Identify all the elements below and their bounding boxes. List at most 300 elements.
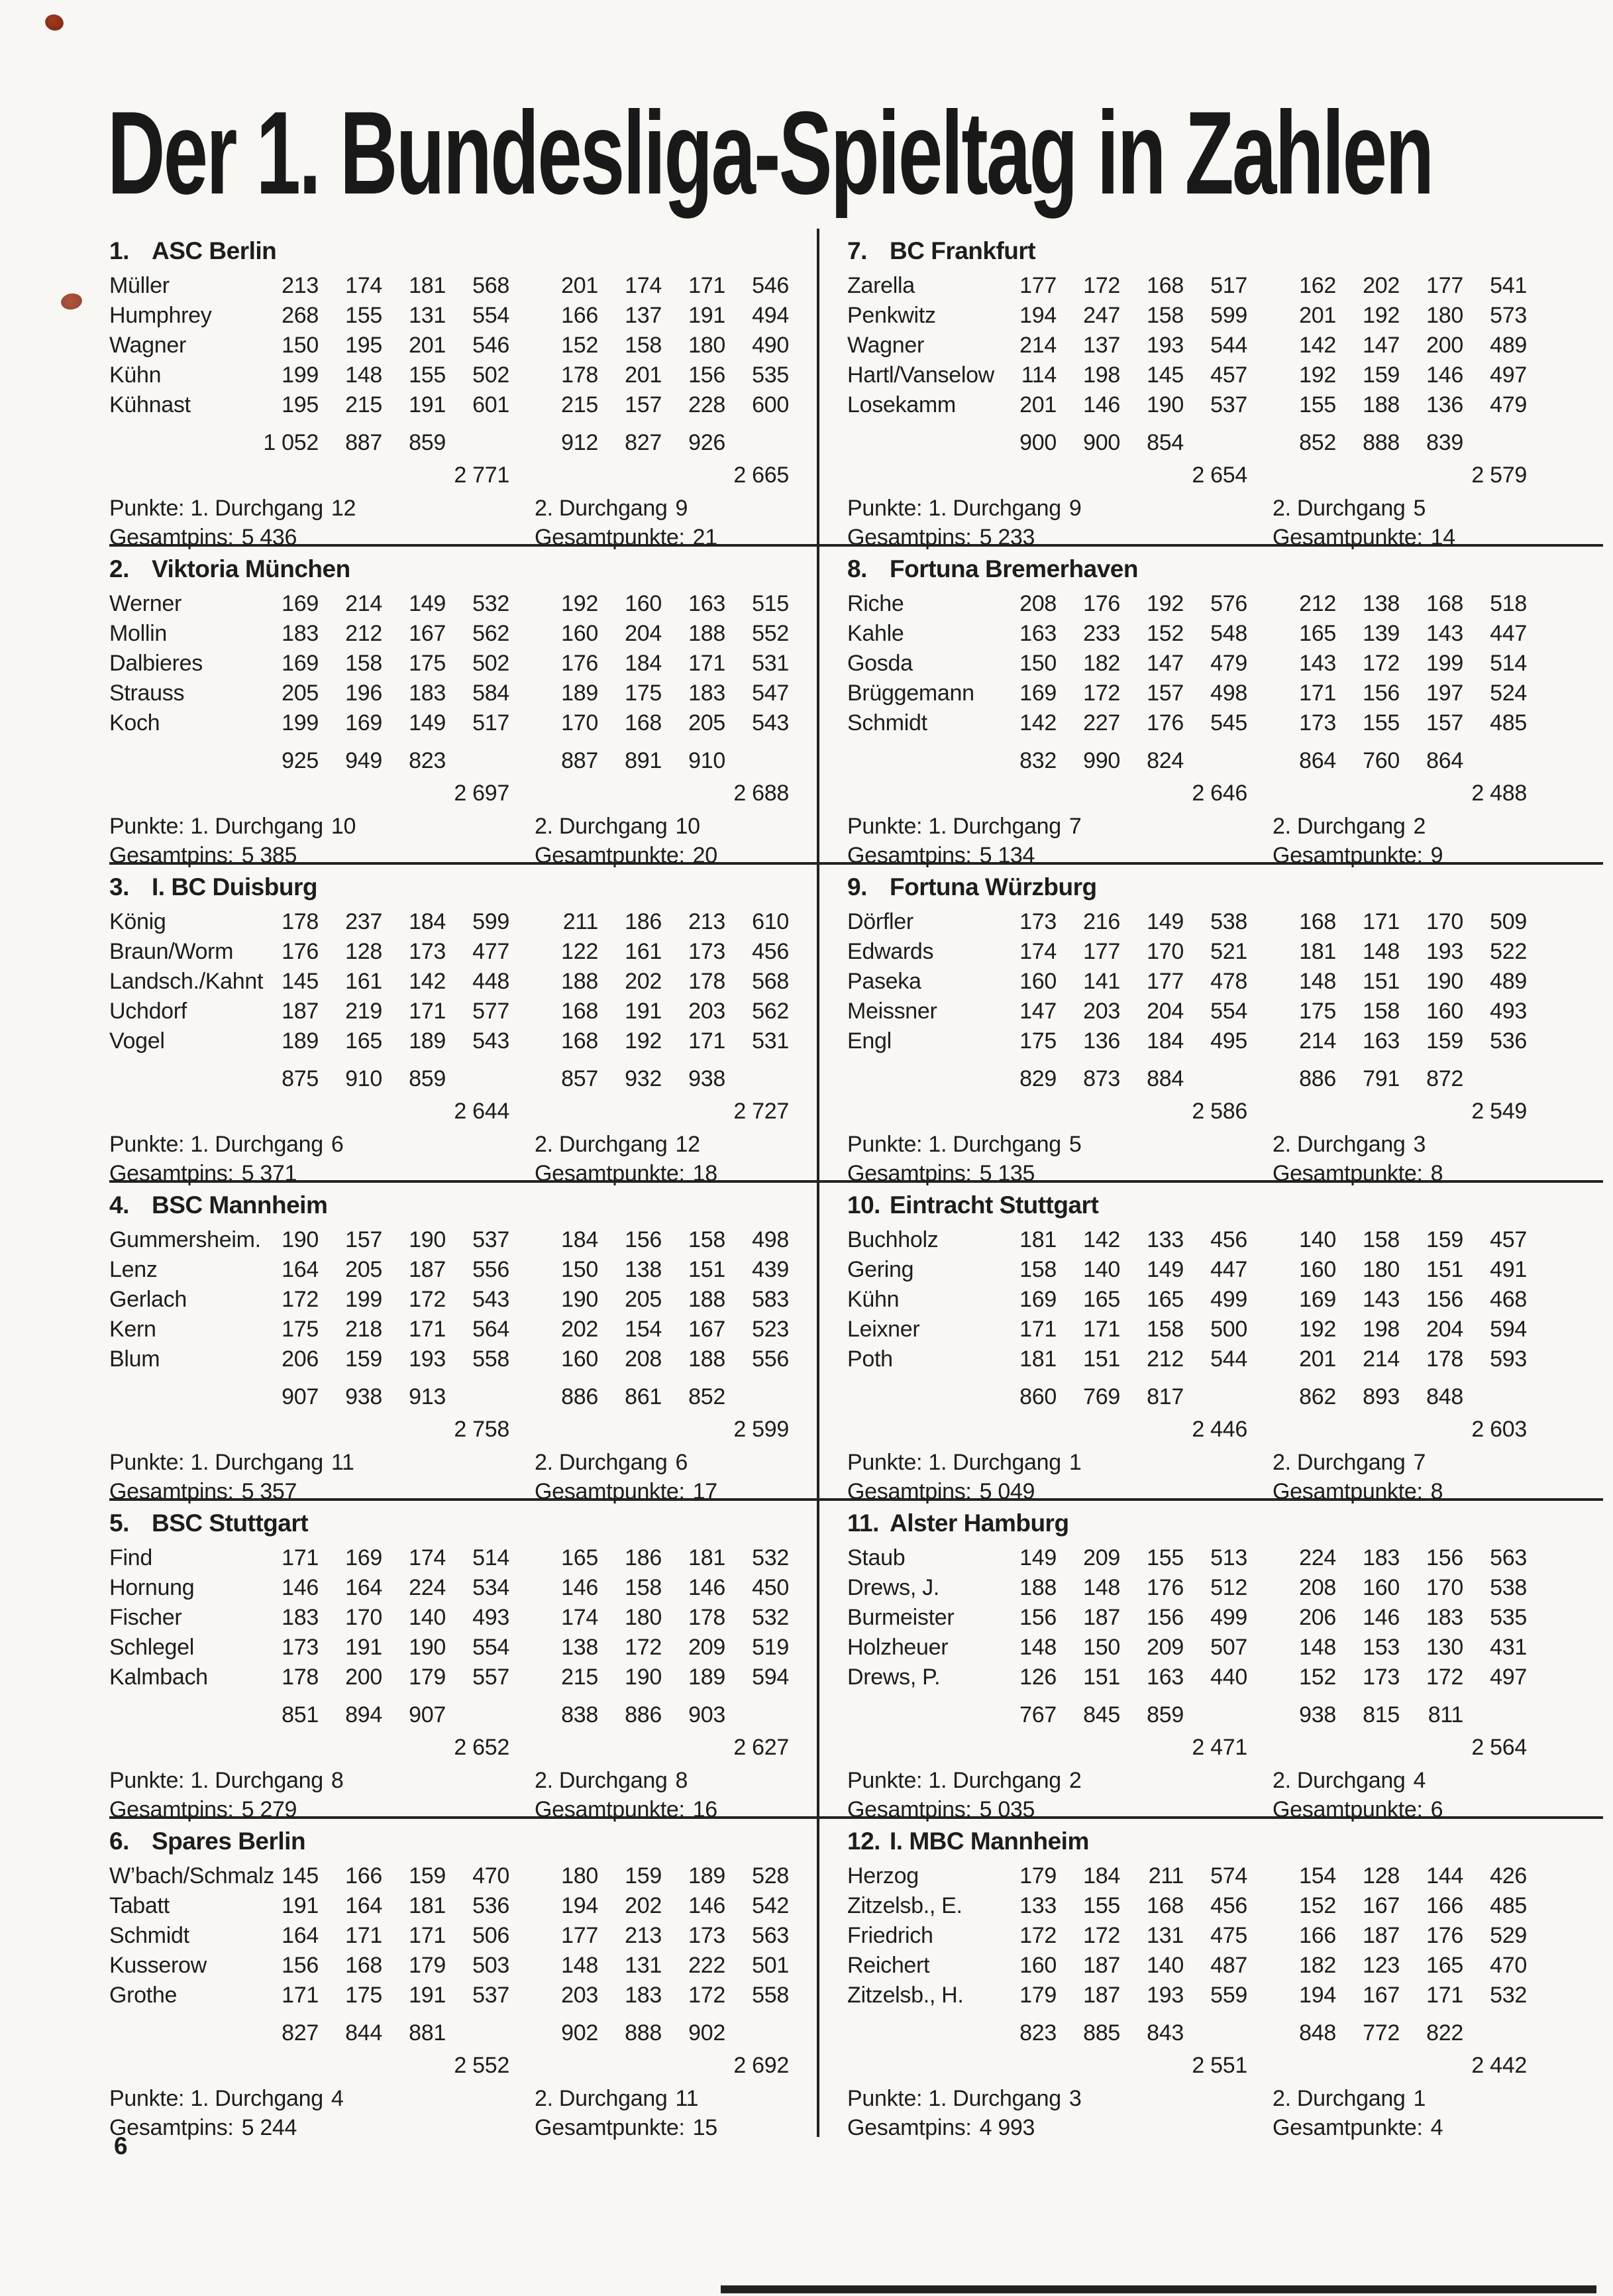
score-cell: 143 — [1299, 651, 1336, 676]
score-cell: 202 — [1363, 273, 1400, 298]
player-row — [847, 1225, 1603, 1255]
score-cell: 158 — [1019, 1257, 1057, 1282]
score-cell: 147 — [1363, 333, 1400, 358]
gesamtpins-value: 5 436 — [241, 525, 297, 550]
punkte-round2 — [535, 494, 817, 523]
player-series-total: 448 — [472, 969, 509, 994]
player-series-total: 514 — [472, 1545, 509, 1570]
score-cell: 114 — [1021, 362, 1057, 388]
game-sum-cell: 843 — [1147, 2020, 1184, 2046]
gesamtpunkte-label: Gesamtpunkte: — [1273, 2115, 1423, 2140]
score-cell: 219 — [345, 999, 382, 1024]
score-cell: 214 — [1019, 333, 1057, 358]
player-name: Riche — [847, 591, 904, 616]
round1-total: 2 471 — [1192, 1735, 1247, 1760]
score-cell: 123 — [1363, 1953, 1400, 1978]
game-sum-cell: 859 — [409, 430, 446, 455]
score-cell: 212 — [1147, 1346, 1184, 1372]
score-cell: 176 — [1083, 591, 1120, 616]
score-cell: 156 — [282, 1953, 319, 1978]
team-block — [817, 1183, 1603, 1504]
score-cell: 159 — [1363, 362, 1400, 388]
player-row — [847, 1951, 1603, 1981]
totals-row — [109, 1097, 817, 1126]
score-cell: 190 — [561, 1287, 598, 1312]
player-row — [847, 1573, 1603, 1603]
score-cell: 148 — [1019, 1635, 1057, 1660]
score-cell: 177 — [1019, 273, 1057, 298]
score-cell: 136 — [1083, 1028, 1120, 1054]
player-series-total: 499 — [1210, 1287, 1247, 1312]
score-cell: 203 — [688, 999, 725, 1024]
player-series-total: 493 — [1490, 999, 1527, 1024]
team-header — [109, 555, 817, 584]
score-cell: 205 — [282, 681, 319, 706]
score-cell: 191 — [688, 303, 725, 328]
player-row — [847, 1633, 1603, 1663]
score-cell: 173 — [688, 939, 725, 964]
score-cell: 201 — [1299, 303, 1336, 328]
score-cell: 184 — [409, 909, 446, 934]
score-cell: 199 — [282, 710, 319, 736]
gesamtpins-label: Gesamtpins: — [109, 2115, 234, 2140]
score-cell: 189 — [688, 1665, 725, 1690]
gesamtpunkte-label: Gesamtpunkte: — [1273, 1479, 1423, 1504]
score-cell: 159 — [1426, 1227, 1463, 1252]
game-sum-cell: 872 — [1426, 1066, 1463, 1091]
punkte-round2-value: 7 — [1413, 1450, 1426, 1475]
team-name: Eintracht Stuttgart — [890, 1191, 1099, 1219]
score-cell: 146 — [1363, 1605, 1400, 1630]
round2-total: 2 627 — [733, 1735, 789, 1760]
game-sum-cell: 857 — [561, 1066, 598, 1091]
round2-total: 2 579 — [1471, 463, 1527, 488]
score-cell: 165 — [1299, 621, 1336, 646]
score-cell: 178 — [688, 969, 725, 994]
score-cell: 204 — [1426, 1317, 1463, 1342]
score-cell: 154 — [625, 1317, 662, 1342]
score-cell: 165 — [561, 1545, 598, 1570]
game-sum-cell: 823 — [409, 748, 446, 773]
team-header — [109, 873, 817, 902]
score-cell: 190 — [409, 1227, 446, 1252]
score-cell: 171 — [409, 1317, 446, 1342]
punkte-round1 — [847, 812, 1273, 841]
gesamtpins — [847, 2113, 1273, 2142]
score-cell: 151 — [1426, 1257, 1463, 1282]
score-cell: 159 — [625, 1863, 662, 1888]
score-cell: 140 — [1083, 1257, 1120, 1282]
player-series-total: 610 — [752, 909, 789, 934]
player-name: Drews, P. — [847, 1665, 941, 1690]
player-name: Hornung — [109, 1575, 195, 1600]
punkte-round2 — [535, 1448, 817, 1477]
score-cell: 153 — [1363, 1635, 1400, 1660]
player-name: Leixner — [847, 1317, 920, 1342]
team-rank: 3. — [109, 873, 129, 901]
sums-row — [847, 1062, 1603, 1097]
punkte-round2 — [1273, 812, 1603, 841]
player-name: Schmidt — [847, 710, 927, 736]
team-block — [109, 229, 817, 550]
player-series-total: 543 — [472, 1028, 509, 1054]
player-series-total: 577 — [472, 999, 509, 1024]
punkte-round1-value: 7 — [1068, 814, 1082, 839]
player-series-total: 532 — [752, 1545, 789, 1570]
game-sum-cell: 862 — [1299, 1384, 1336, 1409]
player-row — [847, 390, 1603, 420]
punkte-round1-label: Punkte: 1. Durchgang — [847, 2086, 1061, 2111]
score-cell: 145 — [282, 969, 319, 994]
score-cell: 188 — [561, 969, 598, 994]
score-cell: 155 — [1299, 392, 1336, 417]
score-cell: 158 — [1363, 999, 1400, 1024]
score-cell: 157 — [1147, 681, 1184, 706]
team-header — [847, 1827, 1603, 1856]
punkte-round1-value: 4 — [331, 2086, 344, 2111]
score-cell: 191 — [625, 999, 662, 1024]
score-cell: 171 — [1426, 1983, 1463, 2008]
team-rank: 7. — [847, 237, 867, 264]
punkte-round1-value: 3 — [1068, 2086, 1082, 2111]
player-series-total: 515 — [752, 591, 789, 616]
game-sum-cell: 760 — [1363, 748, 1400, 773]
game-sum-cell: 884 — [1147, 1066, 1184, 1091]
player-name: Engl — [847, 1028, 892, 1054]
gesamtpins-label: Gesamtpins: — [109, 1161, 234, 1186]
player-series-total: 556 — [472, 1257, 509, 1282]
player-series-total: 507 — [1210, 1635, 1247, 1660]
team-block — [109, 547, 817, 868]
score-cell: 146 — [561, 1575, 598, 1600]
game-sum-cell: 881 — [409, 2020, 446, 2046]
player-name: Kusserow — [109, 1953, 207, 1978]
punkte-round2 — [1273, 494, 1603, 523]
totals-row — [109, 779, 817, 808]
score-cell: 187 — [1083, 1605, 1120, 1630]
punkte-round1 — [847, 1448, 1273, 1477]
player-series-total: 489 — [1490, 969, 1527, 994]
gesamtpunkte-value: 6 — [1430, 1797, 1443, 1822]
score-cell: 174 — [625, 273, 662, 298]
player-row — [109, 1951, 817, 1981]
game-sum-cell: 861 — [625, 1384, 662, 1409]
player-name: Wagner — [847, 333, 924, 358]
punkte-round1-label: Punkte: 1. Durchgang — [109, 1768, 323, 1793]
player-series-total: 573 — [1490, 303, 1527, 328]
score-cell: 180 — [1426, 303, 1463, 328]
score-cell: 148 — [1363, 939, 1400, 964]
player-row — [109, 1921, 817, 1951]
player-series-total: 538 — [1210, 909, 1247, 934]
punkte-round2-value: 12 — [675, 1132, 700, 1157]
player-series-total: 497 — [1490, 1665, 1527, 1690]
gesamtpins-label: Gesamtpins: — [109, 525, 234, 550]
player-name: Humphrey — [109, 303, 212, 328]
punkte-round1 — [847, 494, 1273, 523]
team-name: ASC Berlin — [152, 237, 277, 264]
player-series-total: 502 — [472, 362, 509, 388]
totals-row — [109, 1415, 817, 1444]
sums-row — [847, 425, 1603, 461]
player-series-total: 537 — [472, 1227, 509, 1252]
player-row — [109, 331, 817, 360]
punkte-round2 — [1273, 2084, 1603, 2113]
team-block — [109, 865, 817, 1186]
game-sum-cell: 864 — [1299, 748, 1336, 773]
game-sum-cell: 990 — [1083, 748, 1120, 773]
score-cell: 174 — [561, 1605, 598, 1630]
player-row — [109, 1543, 817, 1573]
player-row — [109, 907, 817, 937]
team-rank: 8. — [847, 555, 867, 582]
player-series-total: 521 — [1210, 939, 1247, 964]
punkte-round2-label: 2. Durchgang — [535, 814, 668, 839]
score-cell: 169 — [1019, 1287, 1057, 1312]
score-cell: 171 — [688, 1028, 725, 1054]
score-cell: 191 — [282, 1893, 319, 1918]
score-cell: 181 — [1019, 1346, 1057, 1372]
punkte-row — [847, 1130, 1603, 1159]
team-name: Fortuna Bremerhaven — [890, 555, 1138, 582]
score-cell: 160 — [561, 1346, 598, 1372]
player-name: Landsch./Kahnt — [109, 969, 264, 994]
score-cell: 195 — [282, 392, 319, 417]
gesamtpins-label: Gesamtpins: — [847, 1479, 972, 1504]
score-cell: 168 — [1299, 909, 1336, 934]
player-series-total: 523 — [752, 1317, 789, 1342]
gesamtpunkte-label: Gesamtpunkte: — [535, 1797, 685, 1822]
player-row — [109, 708, 817, 738]
team-rank: 2. — [109, 555, 129, 582]
game-sum-cell: 887 — [345, 430, 382, 455]
punkte-round1-label: Punkte: 1. Durchgang — [109, 1450, 323, 1475]
player-series-total: 478 — [1210, 969, 1247, 994]
score-cell: 188 — [688, 1287, 725, 1312]
player-name: König — [109, 909, 166, 934]
punkte-round1-value: 6 — [331, 1132, 344, 1157]
sums-row — [847, 2016, 1603, 2051]
score-cell: 165 — [1147, 1287, 1184, 1312]
game-sum-cell: 900 — [1019, 430, 1057, 455]
player-series-total: 599 — [472, 909, 509, 934]
team-block — [109, 1183, 817, 1504]
sums-row — [109, 1062, 817, 1097]
score-cell: 181 — [1019, 1227, 1057, 1252]
game-sum-cell: 888 — [1363, 430, 1400, 455]
score-cell: 201 — [561, 273, 598, 298]
score-cell: 173 — [1299, 710, 1336, 736]
game-sum-cell: 811 — [1428, 1702, 1463, 1727]
score-cell: 199 — [282, 362, 319, 388]
player-row — [109, 679, 817, 708]
player-series-total: 479 — [1210, 651, 1247, 676]
score-cell: 169 — [282, 651, 319, 676]
team-block — [817, 1819, 1603, 2140]
score-cell: 155 — [1363, 710, 1400, 736]
score-cell: 181 — [1299, 939, 1336, 964]
score-cell: 168 — [1147, 273, 1184, 298]
score-cell: 179 — [1019, 1983, 1057, 2008]
score-cell: 208 — [1299, 1575, 1336, 1600]
player-series-total: 558 — [472, 1346, 509, 1372]
punkte-round2-label: 2. Durchgang — [1273, 1768, 1406, 1793]
score-cell: 170 — [1426, 1575, 1463, 1600]
player-row — [109, 360, 817, 390]
score-cell: 218 — [345, 1317, 382, 1342]
player-row — [847, 1603, 1603, 1633]
punkte-round1 — [109, 494, 535, 523]
score-cell: 178 — [688, 1605, 725, 1630]
score-cell: 171 — [1363, 909, 1400, 934]
punkte-round1-value: 1 — [1068, 1450, 1082, 1475]
score-cell: 158 — [1147, 303, 1184, 328]
player-row — [847, 1663, 1603, 1692]
player-row — [847, 1344, 1603, 1374]
score-cell: 168 — [561, 1028, 598, 1054]
score-cell: 159 — [345, 1346, 382, 1372]
punkte-row — [847, 494, 1603, 523]
score-cell: 175 — [409, 651, 446, 676]
score-cell: 172 — [1363, 651, 1400, 676]
game-sum-cell: 832 — [1019, 748, 1057, 773]
sums-row — [109, 1380, 817, 1415]
score-cell: 172 — [688, 1983, 725, 2008]
score-cell: 186 — [625, 909, 662, 934]
player-row — [109, 390, 817, 420]
round1-total: 2 771 — [454, 463, 509, 488]
game-sum-cell: 824 — [1147, 748, 1184, 773]
score-cell: 150 — [1019, 651, 1057, 676]
player-row — [109, 1225, 817, 1255]
team-rank: 12. — [847, 1828, 880, 1855]
player-series-total: 517 — [472, 710, 509, 736]
player-name: Mollin — [109, 621, 168, 646]
player-series-total: 532 — [472, 591, 509, 616]
punkte-round2-value: 1 — [1413, 2086, 1426, 2111]
player-name: Koch — [109, 710, 160, 736]
round2-total: 2 727 — [733, 1099, 789, 1124]
team-header — [109, 237, 817, 266]
punkte-round2-value: 8 — [675, 1768, 688, 1793]
score-cell: 156 — [625, 1227, 662, 1252]
player-series-total: 559 — [1210, 1983, 1247, 2008]
player-series-total: 499 — [1210, 1605, 1247, 1630]
player-name: Poth — [847, 1346, 893, 1372]
player-row — [109, 937, 817, 967]
player-name: Uchdorf — [109, 999, 187, 1024]
player-name: Holzheuer — [847, 1635, 949, 1660]
score-cell: 180 — [561, 1863, 598, 1888]
player-row — [109, 589, 817, 619]
score-cell: 187 — [282, 999, 319, 1024]
player-name: Lenz — [109, 1257, 158, 1282]
score-cell: 214 — [345, 591, 382, 616]
player-name: Werner — [109, 591, 182, 616]
score-cell: 183 — [688, 681, 725, 706]
game-sum-cell: 827 — [625, 430, 662, 455]
player-series-total: 489 — [1490, 333, 1527, 358]
score-cell: 187 — [1083, 1953, 1120, 1978]
player-series-total: 562 — [752, 999, 789, 1024]
score-cell: 169 — [1299, 1287, 1336, 1312]
gesamtpins-value: 5 135 — [979, 1161, 1035, 1186]
score-cell: 152 — [1299, 1665, 1336, 1690]
score-cell: 167 — [1363, 1983, 1400, 2008]
player-series-total: 543 — [752, 710, 789, 736]
game-sum-cell: 887 — [561, 748, 598, 773]
score-cell: 215 — [561, 392, 598, 417]
player-name: Wagner — [109, 333, 186, 358]
player-name: Buchholz — [847, 1227, 939, 1252]
player-series-total: 491 — [1490, 1257, 1527, 1282]
game-sum-cell: 925 — [282, 748, 319, 773]
punkte-round2-label: 2. Durchgang — [1273, 2086, 1406, 2111]
score-cell: 204 — [625, 621, 662, 646]
gesamtpunkte-value: 16 — [692, 1797, 717, 1822]
player-row — [109, 997, 817, 1026]
punkte-round2-value: 5 — [1413, 496, 1426, 521]
totals-row — [109, 1733, 817, 1762]
punkte-round1-value: 2 — [1068, 1768, 1082, 1793]
player-series-total: 542 — [752, 1893, 789, 1918]
score-cell: 181 — [409, 1893, 446, 1918]
gesamtpins-value: 4 993 — [979, 2115, 1035, 2140]
score-cell: 156 — [1426, 1287, 1463, 1312]
score-cell: 170 — [1147, 939, 1184, 964]
player-row — [847, 271, 1603, 301]
team-name: Viktoria München — [152, 555, 350, 582]
punkte-round1-value: 8 — [331, 1768, 344, 1793]
punkte-round2-label: 2. Durchgang — [1273, 814, 1406, 839]
score-cell: 182 — [1083, 651, 1120, 676]
player-series-total: 532 — [1490, 1983, 1527, 2008]
score-cell: 203 — [1083, 999, 1120, 1024]
player-series-total: 544 — [1210, 333, 1247, 358]
score-cell: 214 — [1299, 1028, 1336, 1054]
score-cell: 200 — [1426, 333, 1463, 358]
score-cell: 178 — [561, 362, 598, 388]
player-row — [109, 1344, 817, 1374]
sums-row — [847, 1698, 1603, 1733]
game-sum-cell: 886 — [625, 1702, 662, 1727]
player-row — [847, 937, 1603, 967]
score-cell: 190 — [282, 1227, 319, 1252]
gesamtpins — [109, 2113, 535, 2142]
score-cell: 191 — [345, 1635, 382, 1660]
punkte-round2-value: 6 — [675, 1450, 688, 1475]
score-cell: 148 — [345, 362, 382, 388]
score-cell: 173 — [688, 1923, 725, 1948]
gesamtpunkte-label: Gesamtpunkte: — [1273, 843, 1423, 868]
score-cell: 160 — [1363, 1575, 1400, 1600]
player-name: Fischer — [109, 1605, 182, 1630]
player-name: Penkwitz — [847, 303, 936, 328]
score-cell: 146 — [1083, 392, 1120, 417]
team-header — [109, 1191, 817, 1220]
score-cell: 195 — [345, 333, 382, 358]
score-cell: 187 — [1363, 1923, 1400, 1948]
score-cell: 168 — [1147, 1893, 1184, 1918]
round2-total: 2 549 — [1471, 1099, 1527, 1124]
player-series-total: 562 — [472, 621, 509, 646]
player-series-total: 439 — [752, 1257, 789, 1282]
score-cell: 164 — [282, 1257, 319, 1282]
score-cell: 149 — [1019, 1545, 1057, 1570]
player-name: Herzog — [847, 1863, 919, 1888]
player-row — [109, 619, 817, 649]
player-series-total: 447 — [1210, 1257, 1247, 1282]
